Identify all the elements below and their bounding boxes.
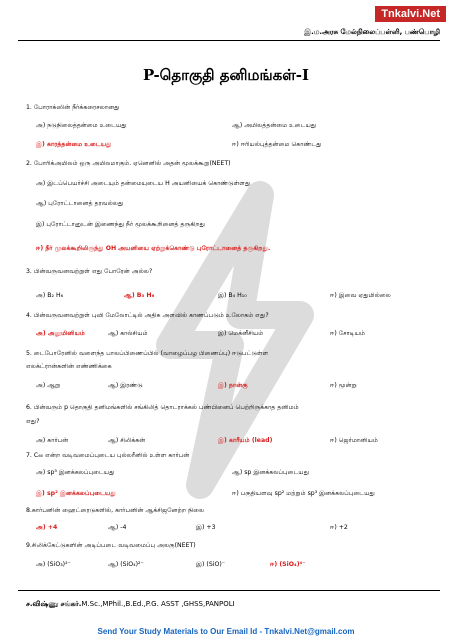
- question-2: 2. போரிக்அமிலம் ஒரு அமிலமாகும். ஏனெனில் அதன் மூலக்கூறு(NEET): [26, 160, 231, 167]
- q2-option-b: ஆ) புரோட்டானைத் தரவல்லது: [36, 200, 124, 207]
- q6-option-a: அ) கார்பன்: [36, 437, 69, 444]
- q5-option-a: அ) ஆறு: [36, 382, 61, 389]
- footer-email-banner[interactable]: Send Your Study Materials to Our Email Id - Tnkalvi.Net@gmail.com: [97, 627, 355, 636]
- q8-option-c: இ) +3: [196, 524, 216, 531]
- q5-option-c-answer: இ) நான்கு: [218, 382, 248, 389]
- question-5: 5. டைபோரேனில் வளைந்த பாலப்பிணைப்பில் (வாழைப்பழ பிணைப்பு) ஈடுபட்டுள்ள: [26, 350, 269, 357]
- q8-option-b: ஆ) -4: [108, 524, 127, 531]
- q1-option-b: ஆ) அமிலத்தன்மை உடையது: [232, 122, 317, 129]
- author-qualification: M.Sc.,MPhil.,B.Ed.,P.G. ASST ,GHSS,PANPOLI: [81, 600, 235, 608]
- q7-option-d: ஈ) பகுதியளவு sp² மற்றும் sp³ இனக்கலப்புடையது: [232, 490, 375, 497]
- q3-option-b-answer: ஆ) B₃ H₆: [124, 292, 155, 299]
- question-8: 8.கார்பனின் ஹைட்ரைடுகளில், கார்பனின் ஆக்சிஜனேற்ற நிலை: [26, 507, 205, 514]
- q9-option-b: ஆ) (SiO₄)²⁻: [108, 561, 144, 568]
- question-4: 4. பின்வருவனவற்றுள் புவி மேலோட்டில் அதிக அளவில் காணப்படும் உலோகம் எது?: [26, 312, 269, 319]
- q8-option-a-answer: அ) +4: [36, 524, 58, 531]
- question-3: 3. பின்வருவனவற்றுள் எது போரேன் அல்ல?: [26, 268, 153, 275]
- q5-option-b: ஆ) இரண்டு: [108, 382, 143, 389]
- q7-option-c-answer: இ) sp² இனக்கலப்புடையது: [36, 490, 116, 497]
- question-7: 7. C₆₀ என்ற வடிவமைப்புடைய புல்லரீனில் உள்ள கார்பன்: [26, 452, 190, 459]
- q4-option-b: ஆ) கால்சியம்: [108, 330, 148, 337]
- q5-option-d: ஈ) மூன்று: [330, 382, 357, 389]
- q8-option-d: ஈ) +2: [330, 524, 348, 531]
- q7-option-b: ஆ) sp இனக்கலப்புடையது: [232, 469, 310, 476]
- question-6-line-2: எது?: [26, 418, 40, 425]
- q4-option-a-answer: அ) அலுமினியம்: [36, 330, 85, 337]
- q7-option-a: அ) sp³ இனக்கலப்புடையது: [36, 469, 115, 476]
- q9-option-a: அ) (SiO₃)²⁻: [36, 561, 71, 568]
- school-name: இ.ம.அரசு மேல்நிலைப்பள்ளி, பண்பொழி: [304, 28, 440, 36]
- page-title: P-தொகுதி தனிமங்கள்-I: [142, 66, 310, 84]
- question-6: 6. பின்வரும் p தொகுதி தனிமங்களில் சங்கிலித் தொடராக்கல் பண்பினைப் பெற்றிருக்காத தனிமம்: [26, 404, 299, 411]
- author-line: [26, 600, 235, 609]
- q3-option-a: அ) B₂ H₆: [36, 292, 64, 299]
- q1-option-d: ஈ) ஈரியல்புத்தன்மை கொண்டது: [232, 141, 322, 148]
- q1-option-c-answer: இ) காரத்தன்மை உடையது: [36, 141, 112, 148]
- q2-option-d-answer: ஈ) நீர் மூலக்கூறிலிருந்து OH அயனியை ஏற்றுக்கொண்டு புரோட்டானைத் தருகிறது.: [36, 245, 271, 252]
- q4-option-d: ஈ) சோடியம்: [330, 330, 366, 337]
- question-9: 9.சிலிக்கேட்டுகளின் அடிப்படை வடிவமைப்பு அலகு(NEET): [26, 542, 196, 549]
- q1-option-a: அ) நடுநிலைத்தன்மை உடையது: [36, 122, 127, 129]
- brand-badge[interactable]: Tnkalvi.Net: [375, 6, 446, 22]
- q3-option-d: ஈ) இவை ஏதுமில்லை: [330, 292, 391, 299]
- question-1: 1. போராக்ஸின் நீர்க்கரைசலானது: [26, 104, 120, 111]
- header-divider: [18, 40, 440, 41]
- q6-option-c-answer: இ) காரீயம் (lead): [218, 437, 273, 444]
- q9-option-c: இ) (SiO)⁻: [196, 561, 226, 568]
- q9-option-d-answer: ஈ) (SiO₄)⁴⁻: [270, 561, 306, 568]
- q4-option-c: இ) மெக்னீசியம்: [218, 330, 264, 337]
- footer-divider: [18, 590, 440, 591]
- q2-option-a: அ) இடப்பெயர்ச்சி அடையும் தன்மையுடைய H அயனியைக் கொண்டுள்ளது: [36, 180, 251, 187]
- q6-option-b: ஆ) சிலிக்கன்: [108, 437, 146, 444]
- author-name: ச.விஷ்ணு சங்கர்.: [26, 600, 82, 608]
- q3-option-c: இ) B₄ H₁₀: [218, 292, 247, 299]
- q6-option-d: ஈ) ஜெர்மானியம்: [330, 437, 378, 444]
- q2-option-c: இ) புரோட்டானுடன் இணைந்து நீர் மூலக்கூறினைத் தருகிறது: [36, 221, 205, 228]
- question-5-line-2: எலக்ட்ரான்களின் எண்ணிக்கை: [26, 363, 112, 370]
